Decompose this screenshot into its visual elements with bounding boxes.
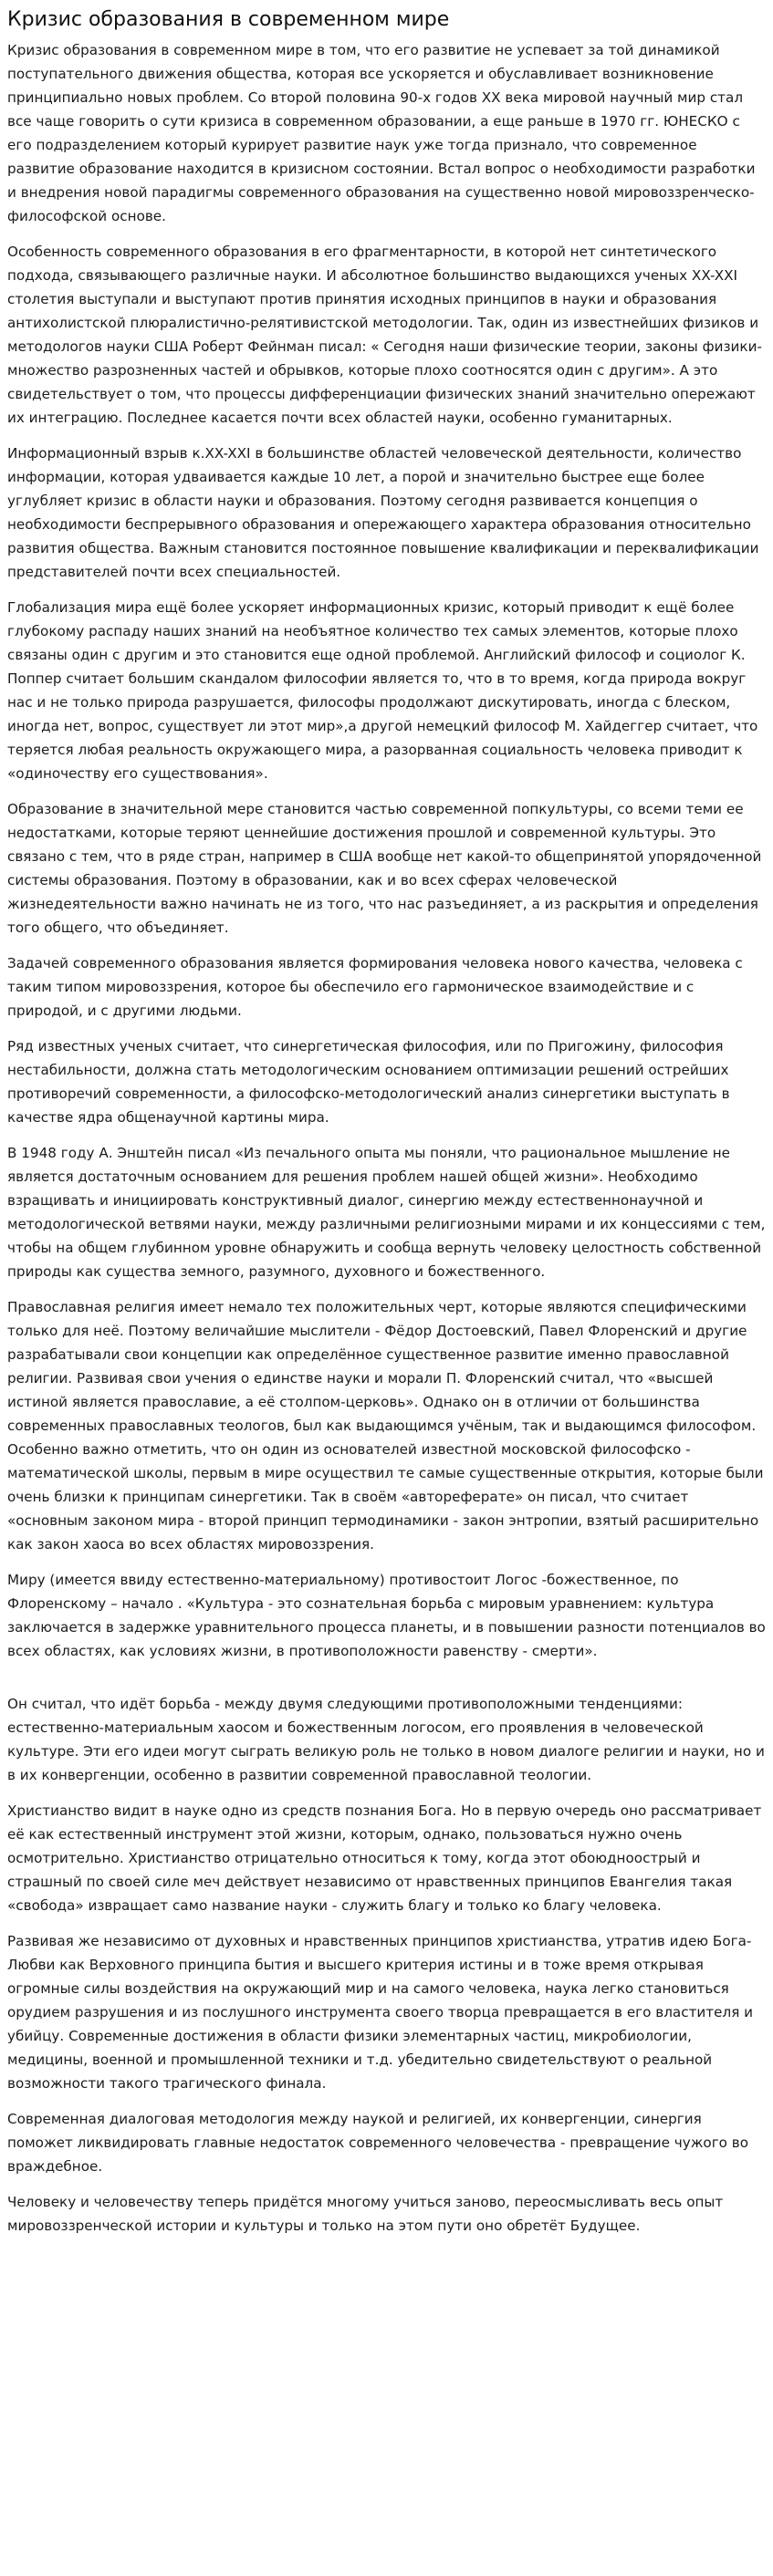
article-paragraph: Глобализация мира ещё более ускоряет информационных кризис, который приводит к ещё более глубокому распаду наших знаний на необъятное количество тех самых элементов, которые плохо связаны один с другим и это становится еще одной проблемой. Английский философ и социолог К. Поппер считает большим скандалом философии является то, что в то время, когда природа вокруг нас и не только природа разрушается, философы продолжают дискутировать, иногда с блеском, иногда нет, вопрос, существует ли этот мир»,а другой немецкий философ М. Хайдеггер считает, что теряется любая реальность окружающего мира, а разорванная социальность человека приводит к «одиночеству его существования». bbox=[7, 599, 758, 782]
article-paragraph: Задачей современного образования является формирования человека нового качества, человека с таким типом мировоззрения, которое бы обеспечило его гармоническое взаимодействие и с природой, и с другими людьми. bbox=[7, 955, 743, 1019]
article-paragraph: Образование в значительной мере становится частью современной попкультуры, со всеми теми ее недостатками, которые теряют ценнейшие достижения прошлой и современной культуры. Это связано с тем, что в ряде стран, например в США вообще нет какой-то общепринятой упорядоченной системы образования. Поэтому в образовании, как и во всех сферах человеческой жизнедеятельности важно начинать не из того, что нас разъединяет, а из раскрытия и определения того общего, что объединяет. bbox=[7, 801, 762, 936]
article-paragraph: Информационный взрыв к.XX-XXI в большинстве областей человеческой деятельности, количество информации, которая удваивается каждые 10 лет, а порой и значительно быстрее еще более углубляет кризис в области науки и образования. Поэтому сегодня развивается концепция о необходимости беспрерывного образования и опережающего характера образования относительно развития общества. Важным становится постоянное повышение квалификации и переквалификации представителей почти всех специальностей. bbox=[7, 445, 759, 580]
article-paragraph: Он считал, что идёт борьба - между двумя следующими противоположными тенденциями: естественно-материальным хаосом и божественным логосом, его проявления в человеческой культуре. Эти его идеи могут сыграть великую роль не только в новом диалоге религии и науки, но и в их конвергенции, особенно в развитии современной православной теологии. bbox=[7, 1696, 765, 1783]
article-paragraph: В 1948 году А. Энштейн писал «Из печального опыта мы поняли, что рациональное мышление не является достаточным основанием для решения проблем нашей общей жизни». Необходимо взращивать и инициировать конструктивный диалог, синергию между естественнонаучной и методологической ветвями науки, между различными религиозными мирами и их концессиями с тем, чтобы на общем глубинном уровне обнаружить и сообща вернуть человеку целостность собственной природы как существа земного, разумного, духовного и божественного. bbox=[7, 1145, 766, 1280]
article-title: Кризис образования в современном мире bbox=[7, 8, 450, 31]
article-paragraph: Человеку и человечеству теперь придётся многому учиться заново, переосмысливать весь опыт мировоззренческой истории и культуры и только на этом пути оно обретёт Будущее. bbox=[7, 2194, 724, 2234]
article-body bbox=[7, 38, 766, 2238]
article-paragraph: Православная религия имеет немало тех положительных черт, которые являются специфическими только для неё. Поэтому величайшие мыслители - Фёдор Достоевский, Павел Флоренский и другие разрабатывали свои концепции как определённое существенное развитие именно православной религии. Развивая свои учения о единстве науки и морали П. Флоренский считал, что «высшей истиной является православие, а её столпом-церковь». Однако он в отличии от большинства современных православных теологов, был как выдающимся учёным, так и выдающимся философом. Особенно важно отметить, что он один из основателей известной московской философско - математической школы, первым в мире осуществил те самые существенные открытия, которые были очень близки к принципам синергетики. Так в своём «автореферате» он писал, что считает «основным законом мира - второй принцип термодинамики - закон энтропии, взятый расширительно как закон хаоса во всех областях мировоззрения. bbox=[7, 1299, 764, 1553]
article-paragraph: Христианство видит в науке одно из средств познания Бога. Но в первую очередь оно рассматривает её как естественный инструмент этой жизни, которым, однако, пользоваться нужно очень осмотрительно. Христианство отрицательно относиться к тому, когда этот обоюдноострый и страшный по своей силе меч действует независимо от нравственных принципов Евангелия такая «свобода» извращает само название науки - служить благу и только ко благу человека. bbox=[7, 1802, 762, 1914]
article-paragraph: Ряд известных ученых считает, что синергетическая философия, или по Пригожину, философия нестабильности, должна стать методологическим основанием оптимизации решений острейших противоречий современности, а философско-методологический анализ синергетики выступать в качестве ядра общенаучной картины мира. bbox=[7, 1038, 730, 1126]
article-paragraph: Кризис образования в современном мире в том, что его развитие не успевает за той динамикой поступательного движения общества, которая все ускоряется и обуславливает возникновение принципиально новых проблем. Со второй половина 90-х годов XX века мировой научный мир стал все чаще говорить о сути кризиса в современном образовании, а еще раньше в 1970 гг. ЮНЕСКО с его подразделением который курирует развитие наук уже тогда признало, что современное развитие образование находится в кризисном состоянии. Встал вопрос о необходимости разработки и внедрения новой парадигмы современного образования на существенно новой мировоззренческо-философской основе. bbox=[7, 42, 756, 224]
article-paragraph: Развивая же независимо от духовных и нравственных принципов христианства, утратив идею Бога-Любви как Верховного принципа бытия и высшего критерия истины и в тоже время открывая огромные силы воздействия на окружающий мир и на самого человека, наука легко становиться орудием разрушения и из послушного инструмента своего творца превращается в его властителя и убийцу. Современные достижения в области физики элементарных частиц, микробиологии, медицины, военной и промышленной техники и т.д. убедительно свидетельствуют о реальной возможности такого трагического финала. bbox=[7, 1933, 754, 2092]
article-paragraph: Миру (имеется ввиду естественно-материальному) противостоит Логос -божественное, по Флоренскому – начало . «Культура - это сознательная борьба с мировым уравнением: культура заключается в задержке уравнительного процесса планеты, и в повышении разности потенциалов во всех областях, как условиях жизни, в противоположности равенству - смерти». bbox=[7, 1572, 766, 1659]
article-paragraph: Современная диалоговая методология между наукой и религией, их конвергенции, синергия поможет ликвидировать главные недостаток современного человечества - превращение чужого во враждебное. bbox=[7, 2111, 749, 2175]
article-paragraph: Особенность современного образования в его фрагментарности, в которой нет синтетического подхода, связывающего различные науки. И абсолютное большинство выдающихся ученых XX-XXI столетия выступали и выступают против принятия исходных принципов в науки и образования антихолистской плюралистично-релятивистской методологии. Так, один из известнейших физиков и методологов науки США Роберт Фейнман писал: « Сегодня наши физические теории, законы физики-множество разрозненных частей и обрывков, которые плохо соотносятся один с другим». А это свидетельствует о том, что процессы дифференциации физических знаний значительно опережают их интеграцию. Последнее касается почти всех областей науки, особенно гуманитарных. bbox=[7, 244, 762, 426]
